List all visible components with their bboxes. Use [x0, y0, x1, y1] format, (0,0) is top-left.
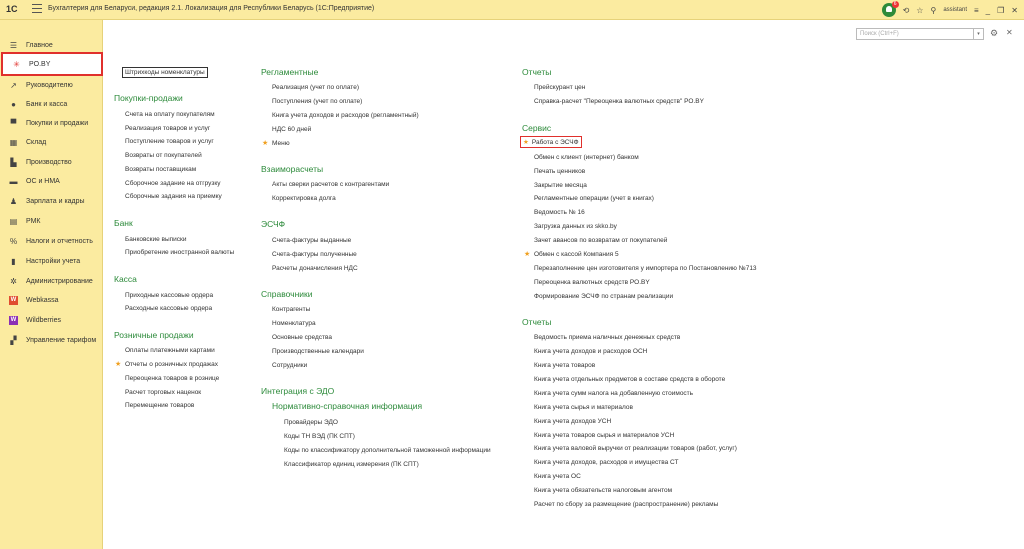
- menu-link[interactable]: Зачет авансов по возвратам от покупателей: [534, 237, 668, 244]
- subsection-title: Нормативно-справочная информация: [272, 401, 423, 411]
- menu-link[interactable]: Книга учета ОС: [534, 473, 581, 480]
- favorites-star-icon[interactable]: ☆: [916, 5, 924, 15]
- section-title: Справочники: [261, 289, 313, 299]
- search-input[interactable]: Поиск (Ctrl+F): [856, 28, 974, 40]
- percent-icon: %: [9, 236, 18, 246]
- link-barcodes[interactable]: Штрихкоды номенклатуры: [122, 67, 208, 78]
- sidebar-item-bank[interactable]: [0, 95, 103, 113]
- settings-menu-icon[interactable]: ≡: [974, 5, 979, 15]
- menu-link[interactable]: НДС 60 дней: [272, 126, 312, 133]
- app-logo[interactable]: [6, 4, 18, 14]
- sidebar-item-settings[interactable]: [0, 252, 103, 270]
- restore-icon[interactable]: ❐: [997, 5, 1005, 15]
- favorite-star-icon[interactable]: ★: [262, 140, 269, 147]
- menu-link[interactable]: [524, 251, 619, 258]
- menu-link[interactable]: Поступления (учет по оплате): [272, 98, 363, 105]
- menu-link[interactable]: Книга учета сырья и материалов: [534, 404, 633, 411]
- favorite-star-icon[interactable]: ★: [524, 251, 531, 258]
- section-title: Розничные продажи: [114, 330, 194, 340]
- settings-gear-icon[interactable]: ⚙: [990, 28, 999, 38]
- section-title: Банк: [114, 218, 133, 228]
- sidebar-item-label: Склад: [26, 138, 47, 146]
- sidebar-item-salary[interactable]: [0, 192, 103, 210]
- close-panel-icon[interactable]: ✕: [1006, 28, 1013, 37]
- notification-badge: 6: [892, 1, 899, 8]
- menu-link[interactable]: Счета на оплату покупателям: [125, 111, 215, 118]
- menu-link[interactable]: Загрузка данных из skko.by: [534, 223, 617, 230]
- menu-link[interactable]: Возвраты от покупателей: [125, 152, 202, 159]
- minimize-icon[interactable]: _: [985, 5, 991, 15]
- title-bar: [0, 0, 1024, 20]
- sidebar-item-wildberries[interactable]: [0, 311, 103, 329]
- sidebar-item-assets[interactable]: [0, 172, 103, 190]
- menu-link[interactable]: Справка-расчет "Переоценка валютных средств" PO.BY: [534, 98, 704, 105]
- menu-link[interactable]: Переоценка товаров в рознице: [125, 375, 220, 382]
- cart-icon: ▀: [10, 118, 17, 128]
- section-title: Отчеты: [522, 317, 552, 327]
- close-window-icon[interactable]: ✕: [1011, 5, 1018, 15]
- menu-link[interactable]: Сотрудники: [272, 362, 308, 369]
- menu-link[interactable]: Реализация (учет по оплате): [272, 84, 359, 91]
- favorite-star-icon[interactable]: ★: [115, 361, 122, 368]
- sidebar-item-purchases[interactable]: [0, 114, 103, 132]
- sidebar-item-label: Налоги и отчетность: [26, 237, 93, 245]
- menu-link[interactable]: Печать ценников: [534, 168, 586, 175]
- wildberries-icon: W: [10, 316, 17, 323]
- search-dropdown-icon[interactable]: ▾: [974, 28, 984, 40]
- sidebar-item-label: Настройки учета: [26, 257, 81, 265]
- menu-link[interactable]: Книга учета товаров сырья и материалов УСН: [534, 432, 675, 439]
- menu-link-label: Отчеты о розничных продажах: [125, 361, 218, 368]
- sun-icon: ✳: [13, 59, 20, 69]
- grid-icon: ▞: [10, 335, 17, 345]
- main-content: [104, 20, 1024, 549]
- menu-link[interactable]: Счета-фактуры полученные: [272, 251, 357, 258]
- menu-link[interactable]: Контрагенты: [272, 306, 311, 313]
- sidebar-item-taxes[interactable]: [0, 232, 103, 250]
- sidebar-item-label: РМК: [26, 217, 41, 225]
- gear-icon: ✲: [10, 276, 17, 286]
- sidebar-item-webkassa[interactable]: [0, 291, 103, 309]
- menu-link[interactable]: Поступление товаров и услуг: [125, 138, 214, 145]
- sidebar-item-label: Руководителю: [26, 81, 73, 89]
- sidebar: [0, 20, 103, 549]
- menu-link[interactable]: Формирование ЭСЧФ по странам реализации: [534, 293, 674, 300]
- menu-link[interactable]: Книга учета доходов, расходов и имущества СТ: [534, 459, 679, 466]
- sidebar-item-label: Администрирование: [26, 277, 93, 285]
- sidebar-item-label: ОС и НМА: [26, 177, 60, 185]
- menu-link[interactable]: [262, 140, 290, 147]
- menu-link[interactable]: Производственные календари: [272, 348, 364, 355]
- logo-text: 1С: [6, 4, 18, 14]
- truck-icon: ▬: [9, 176, 18, 186]
- menu-link[interactable]: Расчет торговых наценок: [125, 389, 202, 396]
- search-icon[interactable]: ⚲: [930, 5, 937, 15]
- sidebar-item-label: Wildberries: [26, 316, 62, 324]
- menu-link-label: Меню: [272, 140, 290, 147]
- menu-link[interactable]: Приобретение иностранной валюты: [125, 249, 235, 256]
- menu-link[interactable]: Основные средства: [272, 334, 332, 341]
- menu-link[interactable]: Акты сверки расчетов с контрагентами: [272, 181, 390, 188]
- sidebar-item-label: Банк и касса: [26, 100, 68, 108]
- menu-link[interactable]: Расходные кассовые ордера: [125, 305, 213, 312]
- coin-icon: ●: [11, 99, 16, 109]
- menu-link[interactable]: Перезаполнение цен изготовителя у импортера по Постановлению №713: [534, 265, 757, 272]
- user-name[interactable]: assistant: [943, 7, 967, 13]
- menu-link[interactable]: Ведомость № 16: [534, 209, 585, 216]
- menu-link[interactable]: Сборочные задания на приемку: [125, 193, 222, 200]
- notification-bell-icon[interactable]: [882, 3, 896, 17]
- menu-link[interactable]: Провайдеры ЭДО: [284, 419, 338, 426]
- sidebar-item-label: Главное: [26, 41, 53, 49]
- sidebar-item-label: Управление тарифом: [26, 336, 97, 344]
- title-bar-controls: [882, 2, 1018, 18]
- sidebar-item-pos[interactable]: [0, 212, 103, 230]
- menu-link[interactable]: Оплаты платежными картами: [125, 347, 215, 354]
- book-icon: ▮: [11, 256, 16, 266]
- menu-link[interactable]: Коды ТН ВЭД (ПК СПТ): [284, 433, 355, 440]
- warehouse-icon: ▦: [9, 137, 18, 147]
- menu-link[interactable]: Книга учета валовой выручки от реализации товаров (работ, услуг): [534, 445, 737, 452]
- window-title: Бухгалтерия для Беларуси, редакция 2.1. Локализация для Республики Беларусь (1С:Предприятие): [48, 5, 375, 12]
- cash-register-icon: ▤: [9, 216, 18, 226]
- menu-link[interactable]: Книга учета доходов УСН: [534, 418, 612, 425]
- menu-link[interactable]: Книга учета отдельных предметов в составе средств в обороте: [534, 376, 726, 383]
- section-title: Касса: [114, 274, 137, 284]
- menu-icon[interactable]: [32, 4, 42, 13]
- trend-icon: ↗: [10, 80, 17, 90]
- history-icon[interactable]: ⟲: [902, 5, 910, 15]
- menu-link-label: Работа с ЭСЧФ: [531, 139, 579, 146]
- menu-link[interactable]: Регламентные операции (учет в книгах): [534, 195, 654, 202]
- menu-link[interactable]: Сборочное задание на отгрузку: [125, 180, 221, 187]
- sidebar-item-poby[interactable]: [1, 52, 103, 76]
- menu-link[interactable]: Обмен с клиент (интернет) банком: [534, 154, 639, 161]
- menu-link[interactable]: Реализация товаров и услуг: [125, 125, 211, 132]
- section-title: ЭСЧФ: [261, 219, 286, 229]
- menu-link[interactable]: Коды по классификатору дополнительной таможенной информации: [284, 447, 491, 454]
- favorite-star-icon[interactable]: ★: [523, 139, 529, 146]
- section-title: Сервис: [522, 123, 552, 133]
- webkassa-icon: W: [10, 296, 17, 303]
- section-title: Регламентные: [261, 67, 319, 77]
- menu-link[interactable]: Банковские выписки: [125, 236, 187, 243]
- menu-link[interactable]: Корректировка долга: [272, 195, 336, 202]
- sidebar-item-label: Производство: [26, 158, 72, 166]
- menu-link[interactable]: Перемещение товаров: [125, 402, 195, 409]
- menu-link[interactable]: Ведомость приема наличных денежных средств: [534, 334, 681, 341]
- sidebar-item-label: PO.BY: [29, 60, 51, 68]
- section-title: Отчеты: [522, 67, 552, 77]
- menu-link[interactable]: Расчет по сбору за размещение (распространение) рекламы: [534, 501, 719, 508]
- menu-link[interactable]: Книга учета сумм налога на добавленную стоимость: [534, 390, 694, 397]
- sidebar-item-tariff[interactable]: [0, 331, 103, 349]
- menu-link[interactable]: Книга учета доходов и расходов (регламентный): [272, 112, 419, 119]
- menu-link[interactable]: [115, 361, 218, 368]
- menu-link[interactable]: Книга учета товаров: [534, 362, 596, 369]
- menu-link[interactable]: Возвраты поставщикам: [125, 166, 197, 173]
- sidebar-item-admin[interactable]: [0, 272, 103, 290]
- sidebar-item-label: Webkassa: [26, 296, 59, 304]
- menu-link[interactable]: Книга учета обязательств налоговым агентом: [534, 487, 673, 494]
- menu-link[interactable]: Книга учета доходов и расходов ОСН: [534, 348, 648, 355]
- menu-link-label: Обмен с кассой Компания 5: [534, 251, 619, 258]
- section-title: Интеграция с ЭДО: [261, 386, 335, 396]
- section-title: Покупки-продажи: [114, 93, 183, 103]
- list-icon: ☰: [9, 40, 18, 50]
- menu-link[interactable]: Номенклатура: [272, 320, 316, 327]
- sidebar-item-label: Зарплата и кадры: [26, 197, 85, 205]
- person-icon: ♟: [9, 196, 18, 206]
- sidebar-item-label: Покупки и продажи: [26, 119, 89, 127]
- menu-link[interactable]: Закрытие месяца: [534, 182, 587, 189]
- menu-link-esch[interactable]: [520, 136, 582, 148]
- factory-icon: ▙: [10, 157, 17, 167]
- menu-link[interactable]: Прейскурант цен: [534, 84, 586, 91]
- menu-link[interactable]: Классификатор единиц измерения (ПК СПТ): [284, 461, 419, 468]
- sidebar-item-warehouse[interactable]: [0, 133, 103, 151]
- menu-link[interactable]: Приходные кассовые ордера: [125, 292, 214, 299]
- sidebar-item-production[interactable]: [0, 153, 103, 171]
- menu-link[interactable]: Расчеты доначисления НДС: [272, 265, 358, 272]
- section-title: Взаиморасчеты: [261, 164, 324, 174]
- sidebar-item-manager[interactable]: [0, 76, 103, 94]
- menu-link[interactable]: Счета-фактуры выданные: [272, 237, 352, 244]
- menu-link[interactable]: Переоценка валютных средств PO.BY: [534, 279, 650, 286]
